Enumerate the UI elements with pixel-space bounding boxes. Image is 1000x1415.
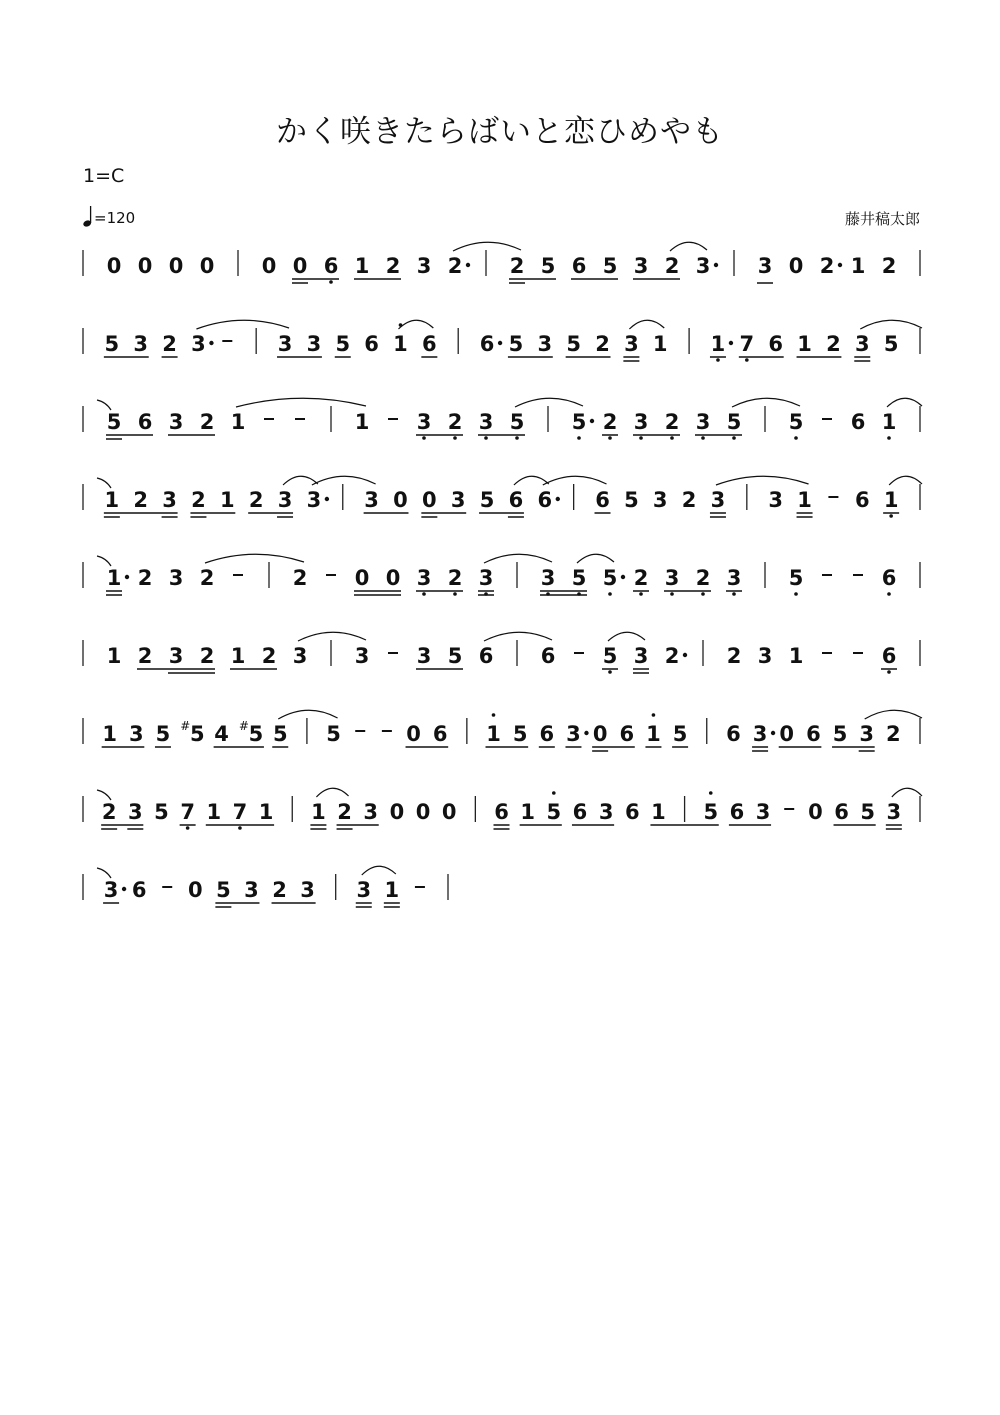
tie-arc bbox=[398, 320, 433, 329]
note: 2 bbox=[681, 488, 697, 512]
note: 2 bbox=[133, 488, 149, 512]
note: 6 bbox=[619, 722, 635, 746]
note: 6 bbox=[834, 800, 849, 824]
low-octave-dot bbox=[887, 436, 891, 440]
note: 3 bbox=[128, 800, 143, 824]
tie-arc bbox=[312, 476, 376, 485]
note: 1 bbox=[797, 488, 812, 512]
note: 3 bbox=[695, 254, 711, 278]
note: 2 bbox=[595, 332, 610, 356]
tie-arc bbox=[362, 866, 396, 875]
tie-arc bbox=[236, 398, 366, 407]
note: 5 bbox=[860, 800, 875, 824]
tie-arc bbox=[484, 554, 552, 563]
note: 2 bbox=[101, 800, 117, 824]
note: 1 bbox=[230, 410, 246, 434]
note: 6 bbox=[422, 332, 437, 356]
note: 1 bbox=[881, 410, 897, 434]
low-octave-dot bbox=[889, 514, 893, 518]
note: 2 bbox=[385, 254, 401, 278]
high-octave-dot bbox=[492, 713, 496, 717]
note: 5 bbox=[154, 800, 169, 824]
note: 3 bbox=[416, 644, 432, 668]
note: 2 bbox=[509, 254, 525, 278]
note: 2 bbox=[261, 644, 277, 668]
tie-arc bbox=[484, 632, 552, 641]
note: 5 bbox=[335, 332, 351, 356]
note: 3 bbox=[859, 722, 875, 746]
note: 5 bbox=[602, 566, 618, 590]
low-octave-dot bbox=[484, 436, 488, 440]
note: 3 bbox=[416, 410, 432, 434]
tie-arc bbox=[670, 242, 707, 251]
note: 0 bbox=[406, 722, 421, 746]
note: 2 bbox=[826, 332, 841, 356]
note: 7 bbox=[739, 332, 755, 356]
note: 1 bbox=[206, 800, 222, 824]
note: 5 bbox=[326, 722, 341, 746]
note: 6 bbox=[323, 254, 339, 278]
augmentation-dot bbox=[325, 497, 329, 501]
low-octave-dot bbox=[670, 436, 674, 440]
song-title: かく咲きたらばいと恋ひめやも bbox=[276, 114, 724, 150]
note: 1 bbox=[651, 800, 666, 824]
low-octave-dot bbox=[453, 436, 457, 440]
note: 6 bbox=[881, 644, 897, 668]
augmentation-dot bbox=[466, 263, 470, 267]
low-octave-dot bbox=[732, 436, 736, 440]
note: 2 bbox=[199, 410, 215, 434]
note: 2 bbox=[886, 722, 901, 746]
augmentation-dot bbox=[209, 341, 213, 345]
note: 3 bbox=[363, 800, 379, 824]
note: 3 bbox=[652, 488, 668, 512]
note: 6 bbox=[131, 878, 147, 902]
low-octave-dot bbox=[887, 670, 891, 674]
tie-arc bbox=[716, 476, 809, 485]
note: 3 bbox=[354, 644, 370, 668]
low-octave-dot bbox=[422, 592, 426, 596]
augmentation-dot bbox=[838, 263, 842, 267]
note: 0 bbox=[292, 254, 308, 278]
low-octave-dot bbox=[238, 826, 242, 830]
tie-arc bbox=[196, 320, 289, 329]
note: 0 bbox=[422, 488, 437, 512]
note: 0 bbox=[788, 254, 804, 278]
note: 0 bbox=[261, 254, 277, 278]
tie-arc bbox=[860, 320, 922, 329]
tie-arc bbox=[865, 710, 922, 719]
augmentation-dot bbox=[122, 887, 126, 891]
note: 3 bbox=[128, 722, 144, 746]
note: 5 bbox=[155, 722, 171, 746]
note: 5 bbox=[540, 254, 556, 278]
high-octave-dot bbox=[709, 791, 713, 795]
note: 6 bbox=[364, 332, 379, 356]
tie-arc bbox=[892, 788, 922, 797]
note: 3 bbox=[478, 566, 494, 590]
note: 5 bbox=[106, 410, 122, 434]
note: 5 bbox=[602, 254, 618, 278]
low-octave-dot bbox=[794, 436, 798, 440]
note: 0 bbox=[808, 800, 823, 824]
note: 3 bbox=[364, 488, 379, 512]
low-octave-dot bbox=[577, 436, 581, 440]
note: 7 bbox=[232, 800, 248, 824]
note: 3 bbox=[300, 878, 315, 902]
note: 3 bbox=[478, 410, 494, 434]
note: 6 bbox=[806, 722, 821, 746]
low-octave-dot bbox=[608, 592, 612, 596]
note: 1 bbox=[646, 722, 661, 746]
note: 3 bbox=[277, 488, 293, 512]
note: 5 bbox=[883, 332, 899, 356]
note: 3 bbox=[633, 254, 649, 278]
note: 6 bbox=[881, 566, 897, 590]
note: 3 bbox=[540, 566, 556, 590]
note: 3 bbox=[306, 332, 322, 356]
note: 5 bbox=[189, 722, 205, 746]
note: 1 bbox=[883, 488, 899, 512]
low-octave-dot bbox=[639, 436, 643, 440]
note: 2 bbox=[272, 878, 287, 902]
note: 1 bbox=[311, 800, 326, 824]
note: 1 bbox=[354, 410, 370, 434]
note: 2 bbox=[447, 254, 463, 278]
note: 1 bbox=[106, 644, 122, 668]
note: 5 bbox=[248, 722, 264, 746]
note: 1 bbox=[797, 332, 812, 356]
low-octave-dot bbox=[453, 592, 457, 596]
note: 1 bbox=[486, 722, 501, 746]
note: 6 bbox=[624, 800, 640, 824]
note: 1 bbox=[710, 332, 726, 356]
note: 5 bbox=[571, 410, 587, 434]
note: 5 bbox=[272, 722, 288, 746]
note: 3 bbox=[768, 488, 784, 512]
tempo-value: =120 bbox=[94, 209, 136, 227]
note: 3 bbox=[168, 566, 184, 590]
note: 0 bbox=[199, 254, 215, 278]
note: 5 bbox=[546, 800, 562, 824]
note: 1 bbox=[230, 644, 246, 668]
low-octave-dot bbox=[732, 592, 736, 596]
low-octave-dot bbox=[608, 436, 612, 440]
note: 0 bbox=[415, 800, 431, 824]
note: 1 bbox=[788, 644, 804, 668]
note: 2 bbox=[137, 644, 153, 668]
note: 3 bbox=[757, 644, 773, 668]
sharp-sign: # bbox=[238, 719, 249, 733]
note: 6 bbox=[729, 800, 745, 824]
note: 1 bbox=[520, 800, 535, 824]
note: 3 bbox=[633, 644, 649, 668]
note: 0 bbox=[354, 566, 370, 590]
note: 5 bbox=[624, 488, 639, 512]
note: 2 bbox=[191, 488, 206, 512]
note: 3 bbox=[633, 410, 649, 434]
tie-continuation bbox=[97, 400, 111, 410]
note: 2 bbox=[337, 800, 352, 824]
note: 6 bbox=[726, 722, 741, 746]
note: 2 bbox=[248, 488, 264, 512]
note: 5 bbox=[788, 566, 804, 590]
composer-name: 藤井稿太郎 bbox=[844, 210, 920, 228]
note: 2 bbox=[664, 644, 680, 668]
note: 2 bbox=[447, 410, 463, 434]
sharp-sign: # bbox=[180, 719, 191, 733]
note: 3 bbox=[292, 644, 308, 668]
note: 1 bbox=[219, 488, 235, 512]
note: 2 bbox=[695, 566, 711, 590]
low-octave-dot bbox=[745, 358, 749, 362]
low-octave-dot bbox=[515, 436, 519, 440]
low-octave-dot bbox=[608, 670, 612, 674]
note: 1 bbox=[850, 254, 866, 278]
high-octave-dot bbox=[652, 713, 656, 717]
tie-arc bbox=[887, 398, 922, 407]
tie-arc bbox=[889, 476, 922, 485]
note: 0 bbox=[393, 488, 408, 512]
note: 3 bbox=[854, 332, 870, 356]
note: 1 bbox=[393, 332, 408, 356]
note: 3 bbox=[752, 722, 768, 746]
augmentation-dot bbox=[621, 575, 625, 579]
note: 6 bbox=[572, 800, 588, 824]
note: 3 bbox=[277, 332, 293, 356]
low-octave-dot bbox=[716, 358, 720, 362]
note: 3 bbox=[191, 332, 206, 356]
tie-arc bbox=[608, 632, 645, 641]
low-octave-dot bbox=[701, 592, 705, 596]
note: 1 bbox=[106, 566, 122, 590]
note: 2 bbox=[664, 254, 680, 278]
note: 2 bbox=[602, 410, 618, 434]
note: 3 bbox=[450, 488, 466, 512]
key-signature: 1=C bbox=[83, 165, 125, 187]
note: 1 bbox=[354, 254, 370, 278]
note: 3 bbox=[726, 566, 742, 590]
note: 5 bbox=[788, 410, 804, 434]
low-octave-dot bbox=[186, 826, 190, 830]
note: 4 bbox=[214, 722, 229, 746]
tie-arc bbox=[514, 476, 549, 485]
note: 6 bbox=[539, 722, 555, 746]
augmentation-dot bbox=[714, 263, 718, 267]
note: 0 bbox=[168, 254, 184, 278]
note: 6 bbox=[137, 410, 153, 434]
note: 5 bbox=[512, 722, 528, 746]
note: 6 bbox=[595, 488, 610, 512]
note: 5 bbox=[509, 410, 525, 434]
tie-arc bbox=[283, 476, 318, 485]
note: 0 bbox=[389, 800, 405, 824]
note: 5 bbox=[832, 722, 848, 746]
note: 3 bbox=[416, 566, 432, 590]
tie-arc bbox=[316, 788, 348, 797]
low-octave-dot bbox=[887, 592, 891, 596]
note: 5 bbox=[104, 332, 120, 356]
note: 6 bbox=[479, 332, 495, 356]
note: 3 bbox=[755, 800, 771, 824]
note: 6 bbox=[768, 332, 784, 356]
note: 3 bbox=[598, 800, 614, 824]
note: 2 bbox=[447, 566, 463, 590]
low-octave-dot bbox=[577, 592, 581, 596]
note: 0 bbox=[441, 800, 457, 824]
note: 3 bbox=[168, 644, 184, 668]
note: 5 bbox=[447, 644, 463, 668]
note: 0 bbox=[137, 254, 153, 278]
note: 1 bbox=[104, 488, 120, 512]
tie-arc bbox=[543, 476, 607, 485]
note: 2 bbox=[199, 644, 215, 668]
low-octave-dot bbox=[329, 280, 333, 284]
augmentation-dot bbox=[590, 419, 594, 423]
note: 1 bbox=[384, 878, 400, 902]
low-octave-dot bbox=[670, 592, 674, 596]
note: 7 bbox=[180, 800, 195, 824]
augmentation-dot bbox=[771, 731, 775, 735]
augmentation-dot bbox=[683, 653, 687, 657]
note: 1 bbox=[652, 332, 668, 356]
note: 6 bbox=[508, 488, 524, 512]
note: 2 bbox=[137, 566, 153, 590]
note: 3 bbox=[710, 488, 726, 512]
note: 2 bbox=[633, 566, 649, 590]
note: 2 bbox=[292, 566, 308, 590]
note: 6 bbox=[571, 254, 587, 278]
note: 3 bbox=[886, 800, 902, 824]
tie-arc bbox=[298, 632, 366, 641]
note: 1 bbox=[102, 722, 117, 746]
tie-arc bbox=[205, 554, 304, 563]
note: 0 bbox=[385, 566, 401, 590]
high-octave-dot bbox=[552, 791, 556, 795]
tie-arc bbox=[732, 398, 800, 407]
tie-arc bbox=[629, 320, 664, 329]
note: 2 bbox=[726, 644, 742, 668]
low-octave-dot bbox=[546, 592, 550, 596]
note: 3 bbox=[416, 254, 432, 278]
tie-arc bbox=[278, 710, 337, 719]
note: 3 bbox=[244, 878, 259, 902]
low-octave-dot bbox=[422, 436, 426, 440]
note: 5 bbox=[216, 878, 231, 902]
note: 6 bbox=[432, 722, 448, 746]
note: 0 bbox=[779, 722, 795, 746]
note: 5 bbox=[508, 332, 524, 356]
note: 3 bbox=[103, 878, 119, 902]
note: 5 bbox=[479, 488, 495, 512]
note: 3 bbox=[624, 332, 639, 356]
note: 6 bbox=[854, 488, 870, 512]
note: 6 bbox=[478, 644, 494, 668]
note: 2 bbox=[881, 254, 897, 278]
low-octave-dot bbox=[639, 592, 643, 596]
note: 5 bbox=[602, 644, 618, 668]
note: 6 bbox=[540, 644, 556, 668]
note: 3 bbox=[168, 410, 184, 434]
augmentation-dot bbox=[584, 731, 588, 735]
tie-arc bbox=[515, 398, 583, 407]
tie-continuation bbox=[97, 556, 111, 566]
augmentation-dot bbox=[125, 575, 129, 579]
tie-continuation bbox=[97, 790, 111, 800]
augmentation-dot bbox=[498, 341, 502, 345]
low-octave-dot bbox=[794, 592, 798, 596]
note: 5 bbox=[703, 800, 719, 824]
note: 0 bbox=[592, 722, 608, 746]
note: 3 bbox=[537, 332, 553, 356]
note: 3 bbox=[356, 878, 372, 902]
note: 3 bbox=[566, 722, 581, 746]
note: 3 bbox=[133, 332, 149, 356]
augmentation-dot bbox=[729, 341, 733, 345]
note: 3 bbox=[306, 488, 322, 512]
low-octave-dot bbox=[484, 592, 488, 596]
note: 2 bbox=[199, 566, 215, 590]
note: 3 bbox=[162, 488, 177, 512]
note: 3 bbox=[757, 254, 773, 278]
note: 6 bbox=[494, 800, 509, 824]
tie-arc bbox=[453, 242, 521, 251]
note: 3 bbox=[695, 410, 711, 434]
note: 5 bbox=[672, 722, 688, 746]
note: 6 bbox=[537, 488, 553, 512]
augmentation-dot bbox=[556, 497, 560, 501]
note: 5 bbox=[566, 332, 581, 356]
note: 0 bbox=[187, 878, 203, 902]
note: 5 bbox=[571, 566, 587, 590]
low-octave-dot bbox=[701, 436, 705, 440]
note: 0 bbox=[106, 254, 122, 278]
note: 6 bbox=[850, 410, 866, 434]
note: 3 bbox=[664, 566, 680, 590]
note: 2 bbox=[664, 410, 680, 434]
tie-arc bbox=[577, 554, 614, 563]
note: 5 bbox=[726, 410, 742, 434]
note: 2 bbox=[162, 332, 177, 356]
note: 1 bbox=[258, 800, 274, 824]
tie-continuation bbox=[97, 478, 111, 488]
tie-continuation bbox=[97, 868, 111, 878]
note: 2 bbox=[819, 254, 835, 278]
